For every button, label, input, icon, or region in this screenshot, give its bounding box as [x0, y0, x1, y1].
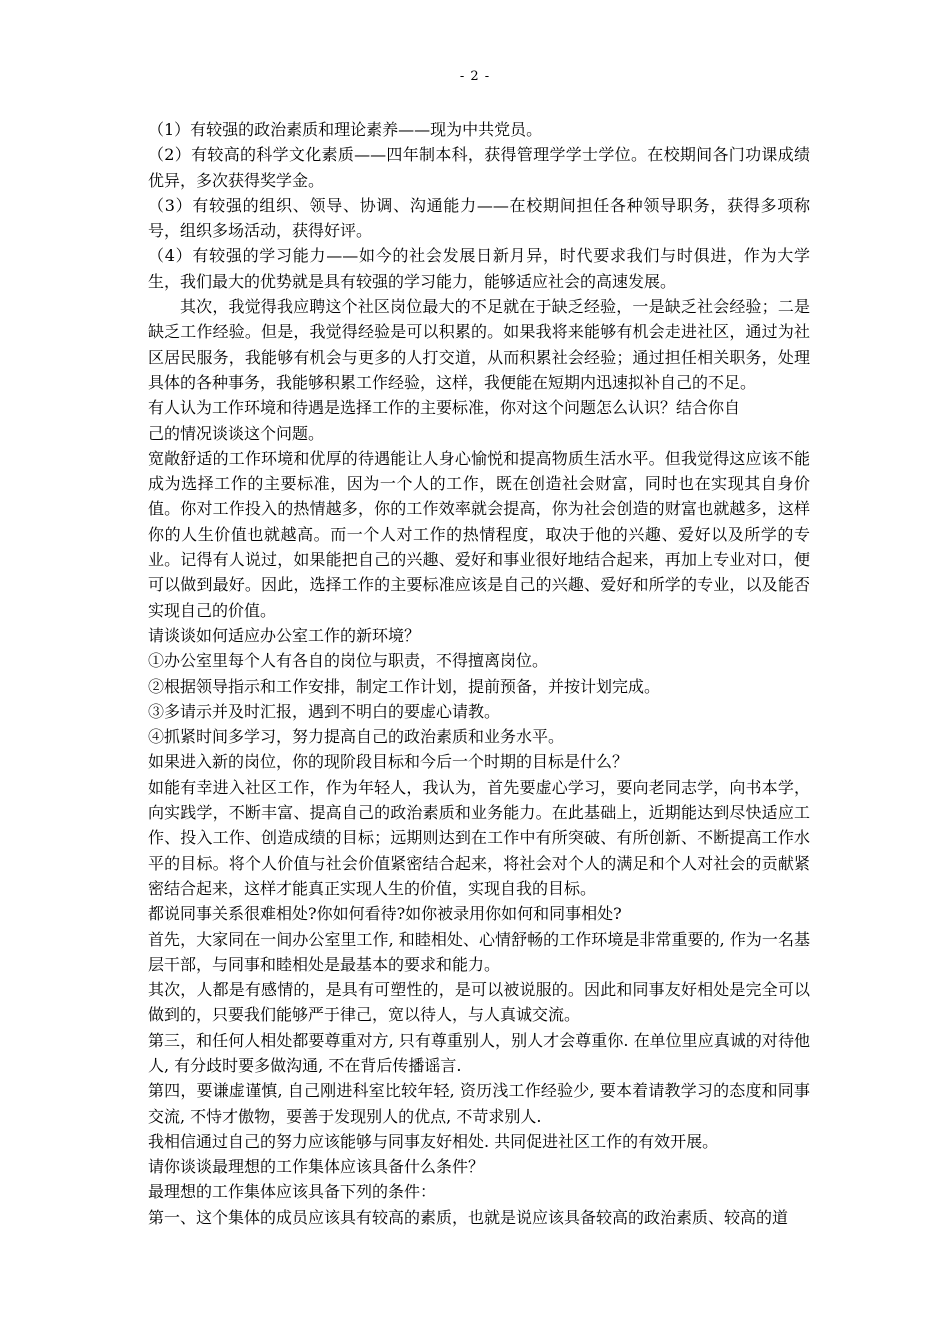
paragraph: （2）有较高的科学文化素质——四年制本科，获得管理学学士学位。在校期间各门功课成绩优异，多次获得奖学金。 [148, 145, 810, 190]
question-line: 请谈谈如何适应办公室工作的新环境？ [148, 625, 421, 645]
answer-paragraph: 首先，大家同在一间办公室里工作, 和睦相处、心情舒畅的工作环境是非常重要的, 作为一名基层干部，与同事和睦相处是最基本的要求和能力。 [148, 929, 810, 974]
list-item: ③多请示并及时汇报，遇到不明白的要虚心请教。 [148, 701, 501, 721]
answer-paragraph: 我相信通过自己的努力应该能够与同事友好相处. 共同促进社区工作的有效开展。 [148, 1131, 719, 1151]
page-number: - 2 - [459, 69, 491, 84]
paragraph: （1）有较强的政治素质和理论素养——现为中共党员。 [148, 120, 543, 139]
list-item: ②根据领导指示和工作安排，制定工作计划，提前预备，并按计划完成。 [148, 676, 661, 696]
question-line: 都说同事关系很难相处?你如何看待?如你被录用你如何和同事相处? [148, 904, 622, 924]
paragraph: （4）有较强的学习能力——如今的社会发展日新月异，时代要求我们与时俱进，作为大学生，我们最大的优势就是具有较强的学习能力，能够适应社会的高速发展。 [148, 246, 810, 291]
paragraph: 其次，我觉得我应聘这个社区岗位最大的不足就在于缺乏经验，一是缺乏社会经验；二是缺乏工作经验。但是，我觉得经验是可以积累的。如果我将来能够有机会走进社区，通过为社区居民服务，我能够有机会与更多的人打交道，从而积累社会经验；通过担任相关职务，处理具体的各种事务，我能够积累工作经验，这样，我便能在短期内迅速拟补自己的不足。 [148, 297, 810, 392]
question-line: 请你谈谈最理想的工作集体应该具备什么条件？ [148, 1157, 485, 1177]
question-line: 己的情况谈谈这个问题。 [148, 423, 325, 443]
answer-paragraph: 其次，人都是有感情的，是具有可塑性的，是可以被说服的。因此和同事友好相处是完全可以做到的，只要我们能够严于律己，宽以待人，与人真诚交流。 [148, 980, 810, 1025]
paragraph: （3）有较强的组织、领导、协调、沟通能力——在校期间担任各种领导职务，获得多项称号，组织多场活动，获得好评。 [148, 195, 810, 241]
answer-paragraph: 如能有幸进入社区工作，作为年轻人，我认为，首先要虚心学习，要向老同志学，向书本学，向实践学，不断丰富、提高自己的政治素质和业务能力。在此基础上，近期能达到尽快适应工作、投入工作、创造成绩的目标；远期则达到在工作中有所突破、有所创新、不断提高工作水平的目标。将个人价值与社会价值紧密结合起来，将社会对个人的满足和个人对社会的贡献紧密结合起来，这样才能真正实现人生的价值，实现自我的目标。 [148, 777, 810, 898]
answer-paragraph: 第四，要谦虚谨慎, 自己刚进科室比较年轻, 资历浅工作经验少, 要本着请教学习的态度和同事交流, 不恃才傲物，要善于发现别人的优点, 不苛求别人. [148, 1081, 810, 1126]
question-line: 有人认为工作环境和待遇是选择工作的主要标准，你对这个问题怎么认识？结合你自 [148, 398, 741, 418]
answer-paragraph: 宽敞舒适的工作环境和优厚的待遇能让人身心愉悦和提高物质生活水平。但我觉得这应该不能成为选择工作的主要标准，因为一个人的工作，既在创造社会财富，同时也在实现其自身价值。你对工作投入的热情越多，你的工作效率就会提高，你为社会创造的财富也就越多，这样你的人生价值也就越高。而一个人对工作的热情程度，取决于他的兴趣、爱好以及所学的专业。记得有人说过，如果能把自己的兴趣、爱好和事业很好地结合起来，再加上专业对口，便可以做到最好。因此，选择工作的主要标准应该是自己的兴趣、爱好和所学的专业，以及能否实现自己的价值。 [148, 448, 810, 620]
answer-paragraph: 第一、这个集体的成员应该具有较高的素质，也就是说应该具备较高的政治素质、较高的道 [148, 1207, 789, 1227]
document-body [148, 117, 810, 1230]
answer-paragraph: 最理想的工作集体应该具备下列的条件： [148, 1182, 437, 1202]
question-line: 如果进入新的岗位，你的现阶段目标和今后一个时期的目标是什么？ [148, 752, 629, 772]
list-item: ④抓紧时间多学习，努力提高自己的政治素质和业务水平。 [148, 727, 565, 747]
list-item: ①办公室里每个人有各自的岗位与职责，不得擅离岗位。 [148, 651, 549, 671]
answer-paragraph: 第三，和任何人相处都要尊重对方, 只有尊重别人，别人才会尊重你. 在单位里应真诚的对待他人, 有分歧时要多做沟通, 不在背后传播谣言. [148, 1030, 810, 1075]
